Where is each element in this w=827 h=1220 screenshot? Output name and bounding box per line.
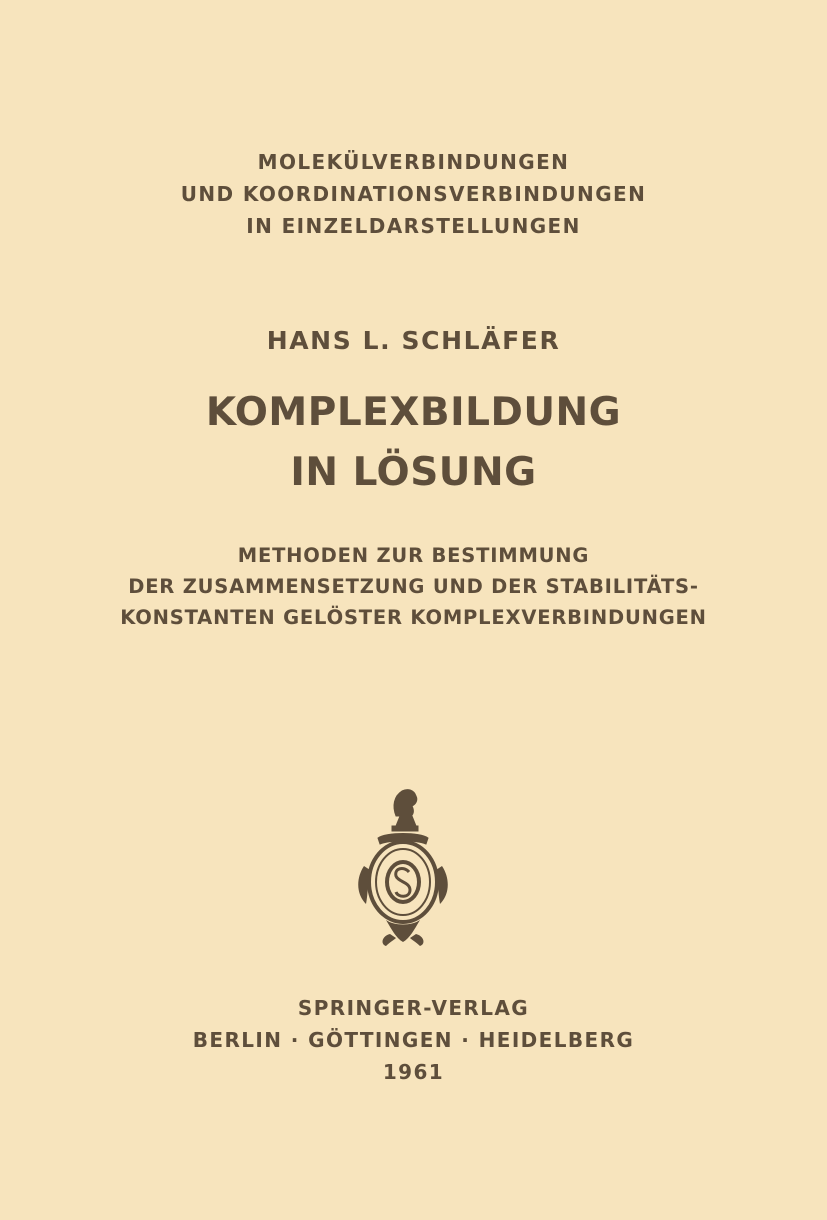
subtitle-line-1: METHODEN ZUR BESTIMMUNG <box>237 544 590 567</box>
subtitle-line-3: KONSTANTEN GELÖSTER KOMPLEXVERBINDUNGEN <box>120 606 707 629</box>
book-title-line-2: IN LÖSUNG <box>290 450 537 495</box>
series-line-2: UND KOORDINATIONSVERBINDUNGEN <box>180 182 647 206</box>
springer-knight-logo-icon <box>356 786 450 948</box>
series-line-1: MOLEKÜLVERBINDUNGEN <box>257 150 570 174</box>
publication-year: 1961 <box>382 1060 445 1084</box>
publisher-name: SPRINGER-VERLAG <box>297 996 530 1020</box>
subtitle-line-2: DER ZUSAMMENSETZUNG UND DER STABILITÄTS- <box>128 575 699 598</box>
series-line-3: IN EINZELDARSTELLUNGEN <box>246 214 581 238</box>
publisher-cities: BERLIN · GÖTTINGEN · HEIDELBERG <box>192 1028 635 1052</box>
author-name: HANS L. SCHLÄFER <box>266 326 561 355</box>
book-title-line-1: KOMPLEXBILDUNG <box>205 390 622 435</box>
